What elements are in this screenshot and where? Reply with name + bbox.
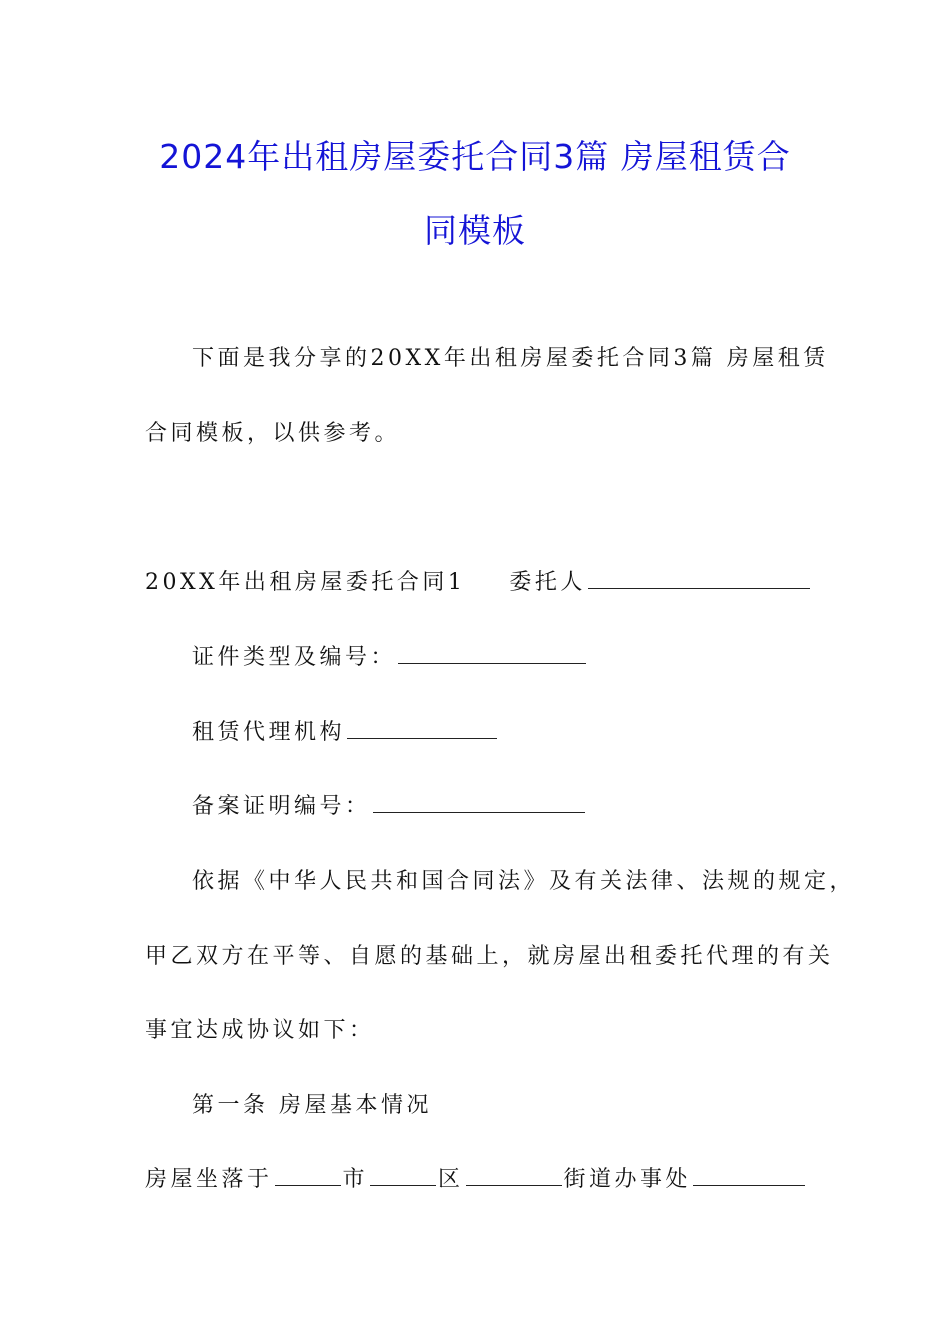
location-district: 区 bbox=[438, 1167, 464, 1192]
record-row bbox=[192, 792, 587, 822]
agency-blank bbox=[347, 718, 497, 739]
street-blank bbox=[466, 1165, 562, 1186]
document-title-line-2: 同模板 bbox=[424, 211, 526, 250]
client-label: 委托人 bbox=[509, 570, 586, 595]
id-blank bbox=[398, 643, 586, 664]
intro-line-2: 合同模板，以供参考。 bbox=[145, 421, 401, 446]
location-city: 市 bbox=[342, 1167, 369, 1192]
record-blank bbox=[373, 792, 585, 813]
city-blank bbox=[275, 1165, 341, 1186]
location-prefix: 房屋坐落于 bbox=[145, 1167, 273, 1192]
district-blank bbox=[370, 1165, 436, 1186]
intro-line-1: 下面是我分享的20XX年出租房屋委托合同3篇 房屋租赁 bbox=[192, 346, 829, 371]
basis-line-1: 依据《中华人民共和国合同法》及有关法律、法规的规定， bbox=[192, 869, 856, 894]
location-row bbox=[145, 1165, 807, 1195]
record-label: 备案证明编号： bbox=[192, 794, 371, 819]
basis-line-2: 甲乙双方在平等、自愿的基础上，就房屋出租委托代理的有关 bbox=[145, 944, 834, 969]
agency-label: 租赁代理机构 bbox=[192, 720, 346, 745]
client-blank bbox=[588, 568, 810, 589]
agency-row bbox=[192, 718, 499, 748]
contract-heading: 20XX年出租房屋委托合同1 bbox=[145, 570, 466, 595]
contract-heading-row bbox=[145, 568, 812, 598]
id-label: 证件类型及编号： bbox=[192, 645, 397, 670]
basis-line-3: 事宜达成协议如下： bbox=[145, 1018, 375, 1043]
id-row bbox=[192, 643, 588, 673]
article-1-heading: 第一条 房屋基本情况 bbox=[192, 1093, 432, 1118]
location-street: 街道办事处 bbox=[563, 1167, 692, 1192]
office-blank bbox=[693, 1165, 805, 1186]
document-title-line-1: 2024年出租房屋委托合同3篇 房屋租赁合 bbox=[159, 137, 791, 176]
